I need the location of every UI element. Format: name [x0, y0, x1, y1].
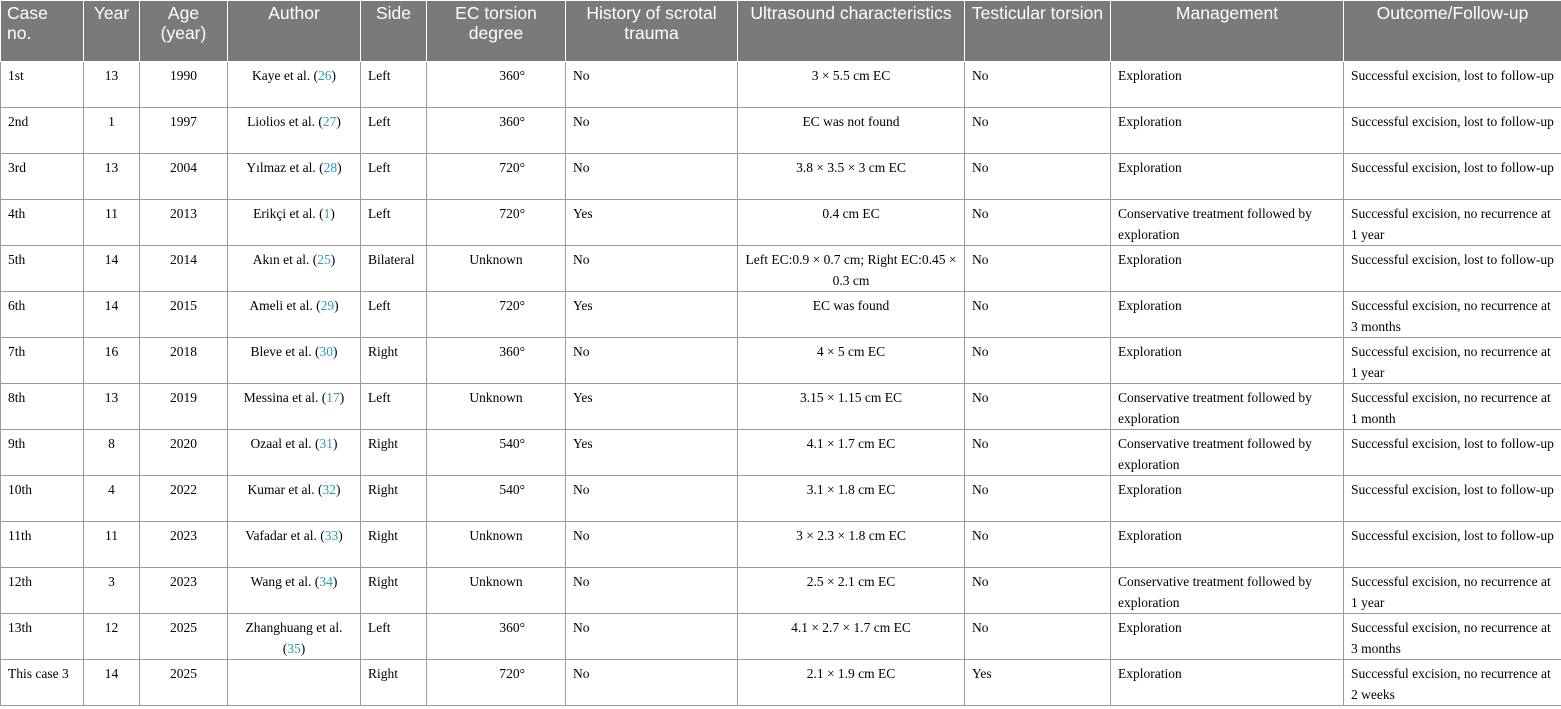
- cell-management: Exploration: [1111, 614, 1344, 660]
- cell-side: Left: [361, 292, 427, 338]
- cell-trauma: No: [566, 62, 738, 108]
- reference-link[interactable]: 17: [326, 390, 340, 405]
- cell-torsion: 720°: [427, 154, 566, 200]
- cell-side: Left: [361, 200, 427, 246]
- cell-outcome: Successful excision, lost to follow-up: [1344, 154, 1561, 200]
- table-row: [1, 108, 1561, 154]
- cell-trauma: Yes: [566, 200, 738, 246]
- cell-outcome: Successful excision, no recurrence at 2 weeks: [1344, 660, 1561, 706]
- cell-management: Exploration: [1111, 62, 1344, 108]
- reference-link[interactable]: 33: [324, 528, 339, 543]
- cell-trauma: No: [566, 246, 738, 292]
- reference-close: ): [339, 390, 345, 405]
- cell-outcome: Successful excision, no recurrence at 1 month: [1344, 384, 1561, 430]
- cell-management: Exploration: [1111, 246, 1344, 292]
- cell-year: 11: [84, 200, 140, 246]
- header-age: Age (year): [140, 1, 228, 62]
- cell-outcome: Successful excision, no recurrence at 3 months: [1344, 292, 1561, 338]
- cell-age: 2023: [140, 568, 228, 614]
- reference-close: ): [336, 114, 341, 129]
- cell-ultrasound: 2.5 × 2.1 cm EC: [738, 568, 965, 614]
- cell-age: 2013: [140, 200, 228, 246]
- cell-side: Left: [361, 154, 427, 200]
- cell-case: 6th: [1, 292, 84, 338]
- cell-testicular: No: [965, 108, 1111, 154]
- cell-case: 5th: [1, 246, 84, 292]
- cell-side: Left: [361, 614, 427, 660]
- cell-testicular: No: [965, 246, 1111, 292]
- cell-torsion: Unknown: [427, 384, 566, 430]
- cell-side: Right: [361, 522, 427, 568]
- cell-torsion: Unknown: [427, 246, 566, 292]
- cell-year: 13: [84, 154, 140, 200]
- table-row: [1, 384, 1561, 430]
- cell-testicular: Yes: [965, 660, 1111, 706]
- cell-side: Left: [361, 108, 427, 154]
- header-author: Author: [228, 1, 361, 62]
- cell-case: 12th: [1, 568, 84, 614]
- author-name: Bleve et al. (: [250, 344, 320, 359]
- table-row: [1, 292, 1561, 338]
- reference-link[interactable]: 31: [319, 436, 333, 451]
- cell-case: 8th: [1, 384, 84, 430]
- reference-link[interactable]: 28: [323, 160, 338, 175]
- cell-testicular: No: [965, 614, 1111, 660]
- cell-year: 13: [84, 384, 140, 430]
- cell-testicular: No: [965, 476, 1111, 522]
- author-name: Yılmaz et al. (: [246, 160, 324, 175]
- reference-link[interactable]: 29: [320, 298, 335, 313]
- cell-side: Right: [361, 660, 427, 706]
- cell-ultrasound: 3.1 × 1.8 cm EC: [738, 476, 965, 522]
- cell-torsion: Unknown: [427, 568, 566, 614]
- cell-torsion: 360°: [427, 108, 566, 154]
- author-name: Ameli et al. (: [249, 298, 321, 313]
- cell-ultrasound: 4.1 × 2.7 × 1.7 cm EC: [738, 614, 965, 660]
- cell-trauma: Yes: [566, 384, 738, 430]
- reference-close: ): [330, 206, 335, 221]
- table-row: [1, 154, 1561, 200]
- cell-trauma: No: [566, 338, 738, 384]
- reference-close: ): [337, 160, 342, 175]
- cell-trauma: Yes: [566, 292, 738, 338]
- cell-year: 14: [84, 292, 140, 338]
- table-row: [1, 62, 1561, 108]
- table-body: [1, 62, 1561, 706]
- cell-management: Exploration: [1111, 108, 1344, 154]
- cell-ultrasound: 4 × 5 cm EC: [738, 338, 965, 384]
- cell-author: [228, 292, 361, 338]
- cell-year: 12: [84, 614, 140, 660]
- cell-management: Exploration: [1111, 338, 1344, 384]
- cell-side: Right: [361, 476, 427, 522]
- cell-age: 2018: [140, 338, 228, 384]
- cell-age: 2014: [140, 246, 228, 292]
- cell-age: 2004: [140, 154, 228, 200]
- cell-ultrasound: 3.8 × 3.5 × 3 cm EC: [738, 154, 965, 200]
- header-outcome: Outcome/Follow-up: [1344, 1, 1561, 62]
- cell-torsion: 720°: [427, 200, 566, 246]
- cell-case: 3rd: [1, 154, 84, 200]
- cell-trauma: No: [566, 660, 738, 706]
- cell-outcome: Successful excision, no recurrence at 1 year: [1344, 200, 1561, 246]
- table-row: [1, 338, 1561, 384]
- cell-torsion: 360°: [427, 338, 566, 384]
- cell-testicular: No: [965, 568, 1111, 614]
- author-name: Ozaal et al. (: [250, 436, 320, 451]
- cell-author: [228, 430, 361, 476]
- cell-torsion: 360°: [427, 62, 566, 108]
- cell-case: 4th: [1, 200, 84, 246]
- reference-link[interactable]: 25: [317, 252, 331, 267]
- cell-year: 11: [84, 522, 140, 568]
- author-name: Messina et al. (: [243, 390, 327, 405]
- cell-testicular: No: [965, 384, 1111, 430]
- reference-close: ): [335, 482, 341, 497]
- cell-case: 9th: [1, 430, 84, 476]
- cell-outcome: Successful excision, lost to follow-up: [1344, 522, 1561, 568]
- table-row: [1, 568, 1561, 614]
- cell-side: Left: [361, 62, 427, 108]
- cell-author: [228, 384, 361, 430]
- reference-close: ): [332, 574, 338, 589]
- cell-age: 2022: [140, 476, 228, 522]
- cell-case: 11th: [1, 522, 84, 568]
- cell-torsion: 360°: [427, 614, 566, 660]
- author-name: Kumar et al. (: [247, 482, 323, 497]
- cell-side: Right: [361, 430, 427, 476]
- cell-ultrasound: EC was not found: [738, 108, 965, 154]
- cell-torsion: 720°: [427, 660, 566, 706]
- header-row: [1, 1, 1561, 62]
- cell-year: 16: [84, 338, 140, 384]
- cell-year: 3: [84, 568, 140, 614]
- cell-management: Exploration: [1111, 154, 1344, 200]
- cell-testicular: No: [965, 338, 1111, 384]
- cell-side: Bilateral: [361, 246, 427, 292]
- cell-management: Conservative treatment followed by exploration: [1111, 568, 1344, 614]
- cell-case: 7th: [1, 338, 84, 384]
- cell-side: Right: [361, 338, 427, 384]
- cell-age: 2020: [140, 430, 228, 476]
- author-name: Liolios et al. (: [247, 114, 323, 129]
- reference-link[interactable]: 26: [317, 68, 332, 83]
- reference-close: ): [330, 252, 336, 267]
- cell-author: [228, 568, 361, 614]
- cell-age: 2025: [140, 614, 228, 660]
- header-testicular: Testicular torsion: [965, 1, 1111, 62]
- table-row: [1, 660, 1561, 706]
- cell-outcome: Successful excision, lost to follow-up: [1344, 476, 1561, 522]
- cell-torsion: 540°: [427, 476, 566, 522]
- reference-close: ): [300, 641, 306, 656]
- header-side: Side: [361, 1, 427, 62]
- cell-author: [228, 62, 361, 108]
- cell-management: Exploration: [1111, 476, 1344, 522]
- cell-trauma: Yes: [566, 430, 738, 476]
- cell-ultrasound: 2.1 × 1.9 cm EC: [738, 660, 965, 706]
- author-name: Wang et al. (: [250, 574, 320, 589]
- cell-outcome: Successful excision, no recurrence at 3 months: [1344, 614, 1561, 660]
- cell-age: 1990: [140, 62, 228, 108]
- cell-author: [228, 246, 361, 292]
- author-name: Kaye et al. (: [252, 68, 318, 83]
- cell-trauma: No: [566, 154, 738, 200]
- cell-management: Conservative treatment followed by exploration: [1111, 200, 1344, 246]
- cell-age: 1997: [140, 108, 228, 154]
- cell-case: 1st: [1, 62, 84, 108]
- cell-author: [228, 614, 361, 660]
- cell-outcome: Successful excision, no recurrence at 1 year: [1344, 338, 1561, 384]
- cell-management: Exploration: [1111, 522, 1344, 568]
- cell-author: [228, 154, 361, 200]
- cell-year: 4: [84, 476, 140, 522]
- cell-ultrasound: EC was found: [738, 292, 965, 338]
- reference-close: ): [332, 344, 338, 359]
- author-name: Akın et al. (: [252, 252, 318, 267]
- reference-link[interactable]: 32: [322, 482, 336, 497]
- cell-outcome: Successful excision, lost to follow-up: [1344, 62, 1561, 108]
- table-row: [1, 200, 1561, 246]
- cell-author: [228, 338, 361, 384]
- cell-ultrasound: 3 × 2.3 × 1.8 cm EC: [738, 522, 965, 568]
- cell-torsion: 540°: [427, 430, 566, 476]
- reference-link[interactable]: 27: [322, 114, 337, 129]
- cell-age: 2023: [140, 522, 228, 568]
- header-ultrasound: Ultrasound characteristics: [738, 1, 965, 62]
- cell-author: [228, 200, 361, 246]
- table-row: [1, 522, 1561, 568]
- reference-close: ): [338, 528, 343, 543]
- author-name: Zhanghuang et al. (: [245, 620, 343, 656]
- cell-author: [228, 108, 361, 154]
- reference-link[interactable]: 30: [319, 344, 333, 359]
- cell-age: 2025: [140, 660, 228, 706]
- header-torsion: EC torsion degree: [427, 1, 566, 62]
- cell-author: [228, 660, 361, 706]
- cell-author: [228, 476, 361, 522]
- table-row: [1, 614, 1561, 660]
- author-name: Erikçi et al. (: [253, 206, 324, 221]
- cell-management: Conservative treatment followed by exploration: [1111, 430, 1344, 476]
- cell-testicular: No: [965, 522, 1111, 568]
- cell-testicular: No: [965, 430, 1111, 476]
- table-row: [1, 246, 1561, 292]
- cell-side: Left: [361, 384, 427, 430]
- cell-ultrasound: 0.4 cm EC: [738, 200, 965, 246]
- header-management: Management: [1111, 1, 1344, 62]
- cell-ultrasound: 3.15 × 1.15 cm EC: [738, 384, 965, 430]
- cell-outcome: Successful excision, lost to follow-up: [1344, 246, 1561, 292]
- author-name: Vafadar et al. (: [245, 528, 325, 543]
- header-year: Year: [84, 1, 140, 62]
- cell-trauma: No: [566, 522, 738, 568]
- cell-year: 8: [84, 430, 140, 476]
- cell-torsion: Unknown: [427, 522, 566, 568]
- cell-side: Right: [361, 568, 427, 614]
- cell-case: This case 3: [1, 660, 84, 706]
- cell-case: 2nd: [1, 108, 84, 154]
- header-trauma: History of scrotal trauma: [566, 1, 738, 62]
- cell-case: 13th: [1, 614, 84, 660]
- cell-ultrasound: 3 × 5.5 cm EC: [738, 62, 965, 108]
- cell-year: 14: [84, 660, 140, 706]
- cell-outcome: Successful excision, no recurrence at 1 year: [1344, 568, 1561, 614]
- cell-year: 1: [84, 108, 140, 154]
- reference-link[interactable]: 35: [287, 641, 301, 656]
- reference-close: ): [331, 68, 336, 83]
- cell-management: Conservative treatment followed by exploration: [1111, 384, 1344, 430]
- cell-year: 13: [84, 62, 140, 108]
- cell-outcome: Successful excision, lost to follow-up: [1344, 108, 1561, 154]
- cell-trauma: No: [566, 568, 738, 614]
- cell-trauma: No: [566, 108, 738, 154]
- cell-outcome: Successful excision, lost to follow-up: [1344, 430, 1561, 476]
- reference-link[interactable]: 1: [323, 206, 331, 221]
- table-row: [1, 476, 1561, 522]
- cell-author: [228, 522, 361, 568]
- table-row: [1, 430, 1561, 476]
- cell-torsion: 720°: [427, 292, 566, 338]
- cell-case: 10th: [1, 476, 84, 522]
- cell-age: 2019: [140, 384, 228, 430]
- cell-ultrasound: 4.1 × 1.7 cm EC: [738, 430, 965, 476]
- cell-ultrasound: Left EC:0.9 × 0.7 cm; Right EC:0.45 × 0.3 cm: [738, 246, 965, 292]
- cell-testicular: No: [965, 200, 1111, 246]
- cell-trauma: No: [566, 476, 738, 522]
- cell-trauma: No: [566, 614, 738, 660]
- reference-close: ): [334, 298, 339, 313]
- header-case: Case no.: [1, 1, 84, 62]
- cell-age: 2015: [140, 292, 228, 338]
- cell-management: Exploration: [1111, 660, 1344, 706]
- cell-testicular: No: [965, 62, 1111, 108]
- cell-testicular: No: [965, 292, 1111, 338]
- reference-close: ): [332, 436, 338, 451]
- cell-management: Exploration: [1111, 292, 1344, 338]
- reference-link[interactable]: 34: [319, 574, 333, 589]
- cell-year: 14: [84, 246, 140, 292]
- cell-testicular: No: [965, 154, 1111, 200]
